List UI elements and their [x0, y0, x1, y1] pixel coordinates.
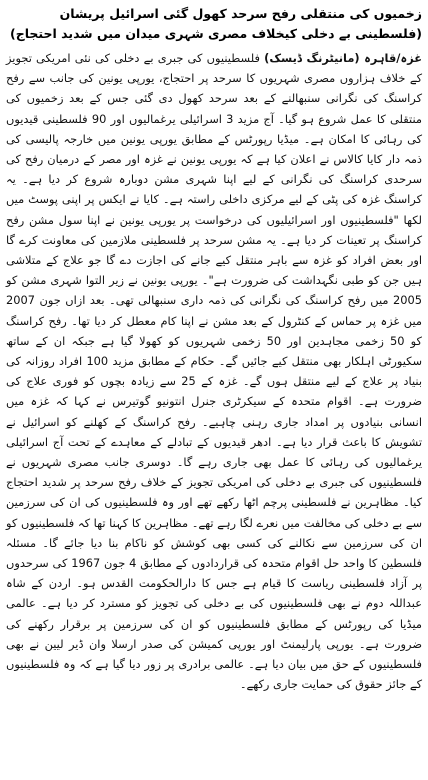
- article-headline: زخمیوں کی منتقلی رفح سرحد کھول گئی اسرائیل پریشان (فلسطینی بے دخلی کیخلاف مصری شہری میدان میں شدید احتجاج): [10, 6, 422, 41]
- article-dateline: غزہ/قاہرہ (مانیٹرنگ ڈیسک): [264, 51, 422, 65]
- article-body: [6, 48, 422, 695]
- article-body-text: فلسطینیوں کی جبری بے دخلی کی نئی امریکی تجویز کے خلاف ہزاروں مصری شہریوں کا سرحد پر احتجاج، یورپی یونین کی جانب سے رفح کراسنگ کی نگرانی سنبھالنے کے بعد سرحد کھول دی گئی جس کے بعد زخمیوں کی منتقلی کا عمل شروع ہو گیا۔ آج مزید 3 اسرائیلی یرغمالیوں اور 90 فلسطینی قیدیوں کی رہائی کا امکان ہے۔ میڈیا رپورٹس کے مطابق یورپی یونین میں خارجہ پالیسی کی ذمہ دار کایا کالاس نے اعلان کیا ہے کہ یورپی یونین نے غزہ اور مصر کے درمیان رفح کی سرحدی کراسنگ کی نگرانی کے لیے اپنا شہری مشن دوبارہ شروع کر دیا ہے۔ یہ کراسنگ غزہ کی پٹی کے لیے مرکزی داخلی راستہ ہے۔ کایا نے ایکس پر اپنی پوسٹ میں لکھا "فلسطینیوں اور اسرائیلیوں کی درخواست پر یورپی یونین نے اپنا سول مشن رفح کراسنگ پر تعینات کر دیا ہے۔ یہ مشن سرحد پر فلسطینی ملازمین کی معاونت کرے گا اور بعض افراد کو غزہ سے باہر منتقل کیے جانے کی اجازت دے گا جو علاج کے متلاشی ہیں جن کو طبی نگہداشت کی ضرورت ہے"۔ یورپی یونین نے زیر التوا شہری مشن کو 2005 میں رفح کراسنگ کی نگرانی کی ذمہ داری سنبھالی تھی۔ بعد ازاں جون 2007 میں غزہ پر حماس کے کنٹرول کے بعد مشن نے اپنا کام معطل کر دیا تھا۔ رفح کراسنگ کو 50 زخمی مجاہدین اور 50 زخمی شہریوں کو کھولا گیا ہے جبکہ ان کے ساتھ سکیورٹی اہلکار بھی منتقل کیے جائیں گے۔ حکام کے مطابق مزید 100 افراد روزانہ کی بنیاد پر علاج کے لیے منتقل ہوں گے۔ غزہ کے 25 سے زیادہ بچوں کو فوری علاج کی ضرورت ہے۔ اقوام متحدہ کے سیکرٹری جنرل انتونیو گوتیرس نے کہا کہ غزہ میں انسانی بنیادوں پر امداد جاری رہنی چاہیے۔ رفح کراسنگ کے کھلنے کو اسرائیل نے تشویش کا باعث قرار دیا ہے۔ ادھر قیدیوں کے تبادلے کے معاہدے کے تحت آج اسرائیلی یرغمالیوں کی رہائی کا عمل بھی جاری رہے گا۔ دوسری جانب مصری شہریوں نے فلسطینیوں کی جبری بے دخلی کی امریکی تجویز کے خلاف رفح سرحد پر شدید احتجاج کیا۔ مظاہرین نے فلسطینی پرچم اٹھا رکھے تھے اور وہ فلسطینیوں کی ان کی سرزمین سے بے دخلی کی مخالفت میں نعرے لگا رہے تھے۔ مظاہرین کا کہنا تھا کہ فلسطینیوں کو ان کی سرزمین سے نکالنے کی کسی بھی کوشش کو ناکام بنا دیا جائے گا۔ مسئلہ فلسطین کا واحد حل اقوام متحدہ کی قراردادوں کے مطابق 4 جون 1967 کی سرحدوں پر آزاد فلسطینی ریاست کا قیام ہے جس کا دارالحکومت القدس ہو۔ اردن کے شاہ عبداللہ دوم نے بھی فلسطینیوں کی بے دخلی کی تجویز کو مسترد کر دیا ہے۔ عالمی میڈیا کی رپورٹس کے مطابق فلسطینیوں کو ان کی سرزمین پر برقرار رکھنے کی ضرورت ہے۔ یورپی پارلیمنٹ اور یورپی کمیشن کی صدر ارسلا وان ڈیر لیین نے بھی فلسطینیوں کے حق میں بیان دیا ہے۔ عالمی برادری پر زور دیا گیا ہے کہ وہ فلسطینیوں کے جائز حقوق کی حمایت جاری رکھے۔: [6, 51, 423, 692]
